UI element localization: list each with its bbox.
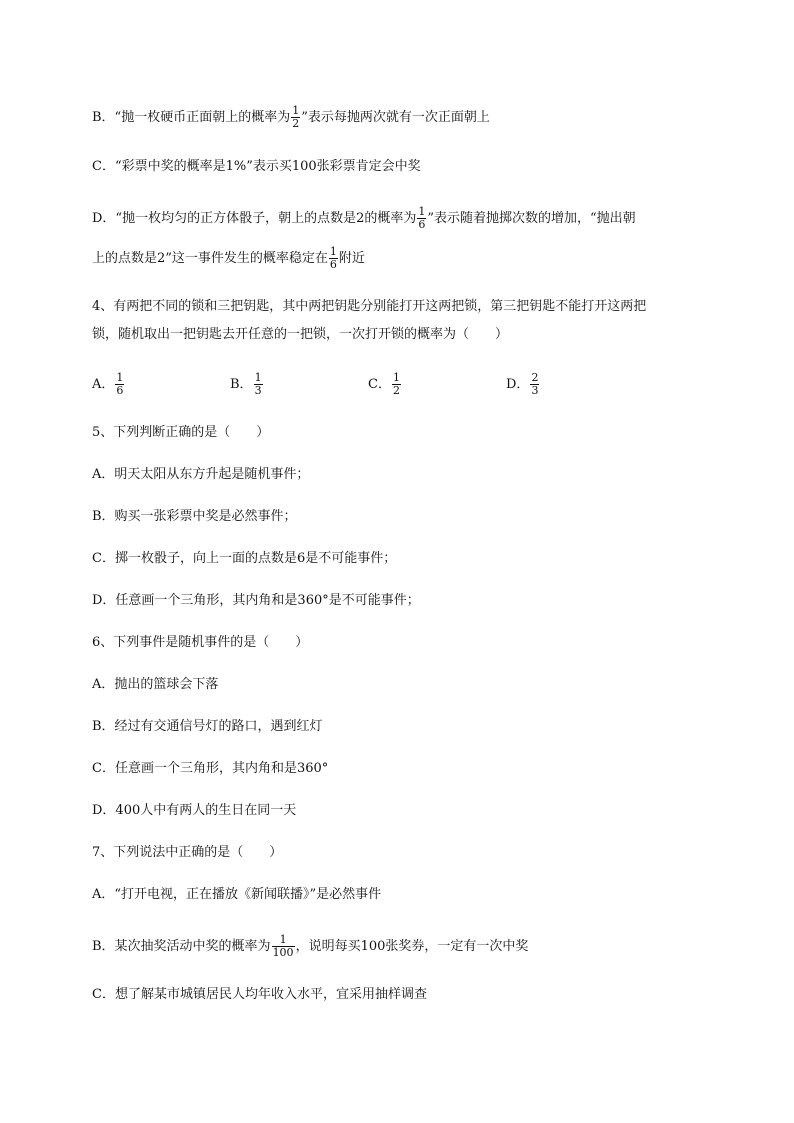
fraction: $\frac{1}{100}$ bbox=[272, 933, 294, 959]
q6-option-a: A．抛出的篮球会下落 bbox=[92, 677, 219, 692]
q3-option-d-line2: 上的点数是2”这一事件发生的概率稳定在 $\frac{1}{6}$ 附近 bbox=[92, 245, 365, 271]
q4-option-b: B． $\frac{1}{3}$ bbox=[230, 371, 262, 397]
q7-option-c: C．想了解某市城镇居民人均年收入水平，宜采用抽样调查 bbox=[92, 987, 427, 1002]
q6-stem: 6、下列事件是随机事件的是（ ） bbox=[92, 635, 309, 650]
q5-option-c: C．掷一枚骰子，向上一面的点数是6是不可能事件； bbox=[92, 551, 397, 566]
fraction: $\frac{1}{6}$ bbox=[329, 245, 337, 271]
fraction: $\frac{1}{6}$ bbox=[116, 371, 124, 397]
q3-option-b-text-tail: ”表示每抛两次就有一次正面朝上 bbox=[301, 110, 490, 125]
q4-stem-line2: 锁，随机取出一把钥匙去开任意的一把锁，一次打开锁的概率为（ ） bbox=[92, 327, 509, 342]
q3-option-d-line1: D．“抛一枚均匀的正方体骰子，朝上的点数是2的概率为 $\frac{1}{6}$ ”表示随着抛掷次数的增加，“抛出朝 bbox=[92, 205, 636, 231]
q7-stem: 7、下列说法中正确的是（ ） bbox=[92, 845, 283, 860]
fraction: $\frac{1}{2}$ bbox=[292, 104, 300, 130]
q6-option-c: C．任意画一个三角形，其内角和是360° bbox=[92, 761, 329, 776]
fraction: $\frac{1}{6}$ bbox=[418, 205, 426, 231]
q3-option-c: C．“彩票中奖的概率是1%”表示买100张彩票肯定会中奖 bbox=[92, 159, 421, 174]
q4-stem-line1: 4、有两把不同的锁和三把钥匙，其中两把钥匙分别能打开这两把锁，第三把钥匙不能打开这两把 bbox=[92, 299, 647, 314]
q5-stem: 5、下列判断正确的是（ ） bbox=[92, 425, 270, 440]
fraction: $\frac{2}{3}$ bbox=[531, 371, 539, 397]
q4-option-c: C． $\frac{1}{2}$ bbox=[368, 371, 400, 397]
q5-option-d: D．任意画一个三角形，其内角和是360°是不可能事件； bbox=[92, 593, 420, 608]
q6-option-b: B．经过有交通信号灯的路口，遇到红灯 bbox=[92, 719, 323, 734]
fraction: $\frac{1}{3}$ bbox=[254, 371, 262, 397]
q3-option-b-text: B．“抛一枚硬币正面朝上的概率为 bbox=[92, 110, 291, 125]
q6-option-d: D．400人中有两人的生日在同一天 bbox=[92, 803, 297, 818]
q3-option-b bbox=[92, 105, 490, 130]
fraction: $\frac{1}{2}$ bbox=[392, 371, 400, 397]
q7-option-b: B．某次抽奖活动中奖的概率为 $\frac{1}{100}$ ，说明每买100张奖券，一定有一次中奖 bbox=[92, 933, 529, 959]
q4-option-d: D． $\frac{2}{3}$ bbox=[506, 371, 539, 397]
q5-option-b: B．购买一张彩票中奖是必然事件； bbox=[92, 509, 297, 524]
q4-option-a: A． $\frac{1}{6}$ bbox=[92, 371, 124, 397]
q7-option-a: A．“打开电视，正在播放《新闻联播》”是必然事件 bbox=[92, 887, 382, 902]
q5-option-a: A．明天太阳从东方升起是随机事件； bbox=[92, 467, 310, 482]
